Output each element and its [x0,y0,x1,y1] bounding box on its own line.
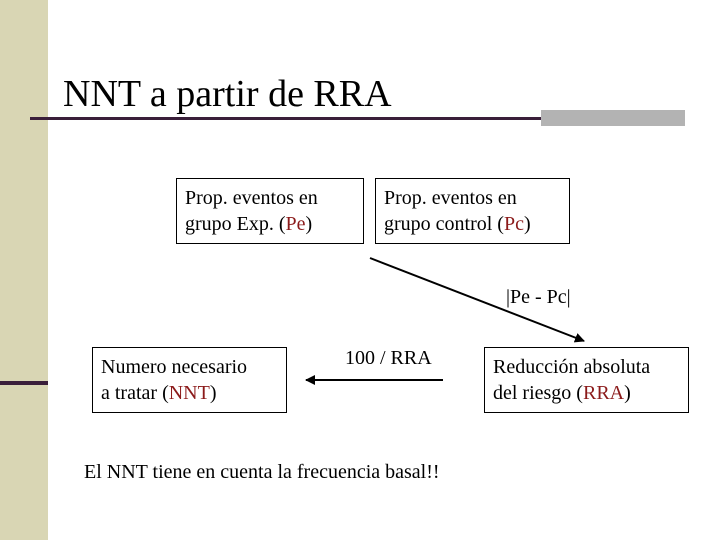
box-pc-line2 [384,211,561,237]
box-pc-line1: Prop. eventos en [384,187,517,209]
slide-title: NNT a partir de RRA [63,73,392,115]
box-number-needed-to-treat [92,347,287,413]
box-rra-suffix: ) [624,382,631,404]
box-pe-line2 [185,211,355,237]
box-nnt-suffix: ) [209,382,217,404]
box-rra-line1: Reducción absoluta [493,356,651,378]
box-pc-prefix: grupo control ( [384,213,504,235]
box-proportion-experimental [176,178,364,244]
footnote-text: El NNT tiene en cuenta la frecuencia basal!! [84,461,440,483]
box-nnt-line2 [101,380,278,406]
box-absolute-risk-reduction [484,347,689,413]
box-pe-variable: Pe [285,213,306,235]
box-nnt-variable: NNT [168,382,210,404]
box-nnt-line1: Numero necesario [101,356,248,378]
box-pe-suffix: ) [305,213,313,235]
box-pc-suffix: ) [523,213,531,235]
box-pc-variable: Pc [503,213,524,235]
box-pe-line1: Prop. eventos en [185,187,318,209]
box-proportion-control [375,178,570,244]
box-rra-variable: RRA [582,382,625,404]
calculation-label: 100 / RRA [345,347,432,369]
box-nnt-prefix: a tratar ( [101,382,169,404]
box-rra-line2 [493,380,680,406]
box-pe-prefix: grupo Exp. ( [185,213,286,235]
box-rra-prefix: del riesgo ( [493,382,583,404]
difference-label: |Pe - Pc| [506,286,571,308]
